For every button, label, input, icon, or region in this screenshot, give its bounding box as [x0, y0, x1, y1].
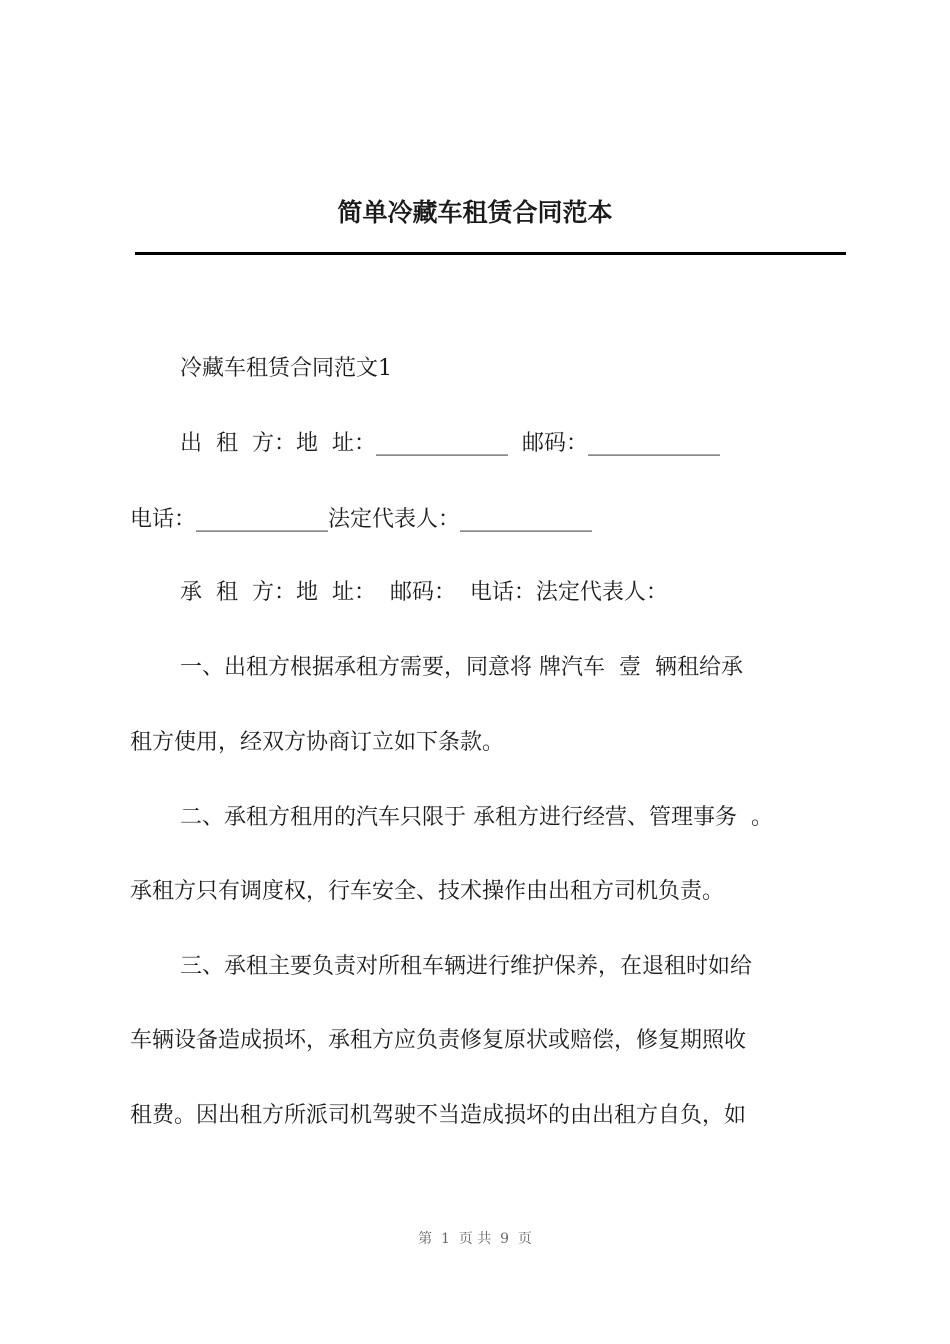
clause-3-line-2: 车辆设备造成损坏，承租方应负责修复原状或赔偿，修复期照收 — [130, 1028, 747, 1053]
document-title: 简单冷藏车租赁合同范本 — [337, 198, 613, 227]
clause-3-line-1: 三、承租主要负责对所租车辆进行维护保养，在退租时如给 — [180, 954, 753, 979]
page-number-footer: 第 1 页 共 9 页 — [418, 1231, 532, 1247]
clause-2-line-1: 二、承租方租用的汽车只限于 承租方进行经营、管理事务 。 — [180, 805, 773, 830]
clause-1-line-1: 一、出租方根据承租方需要，同意将 牌汽车 壹 辆租给承 — [180, 655, 743, 680]
lessor-info-line: 出 租 方：地 址：____________ 邮码：____________ — [180, 431, 720, 456]
clause-2-line-2: 承租方只有调度权，行车安全、技术操作由出租方司机负责。 — [130, 879, 725, 904]
title-underline — [135, 252, 846, 255]
lessor-contact-line: 电话：____________法定代表人：____________ — [130, 507, 593, 532]
clause-1-line-2: 租方使用，经双方协商订立如下条款。 — [130, 730, 505, 755]
lessee-info-line: 承 租 方：地 址： 邮码： 电话：法定代表人： — [180, 580, 668, 605]
clause-3-line-3: 租费。因出租方所派司机驾驶不当造成损坏的由出租方自负，如 — [130, 1103, 747, 1128]
section-heading: 冷藏车租赁合同范文1 — [180, 356, 392, 381]
